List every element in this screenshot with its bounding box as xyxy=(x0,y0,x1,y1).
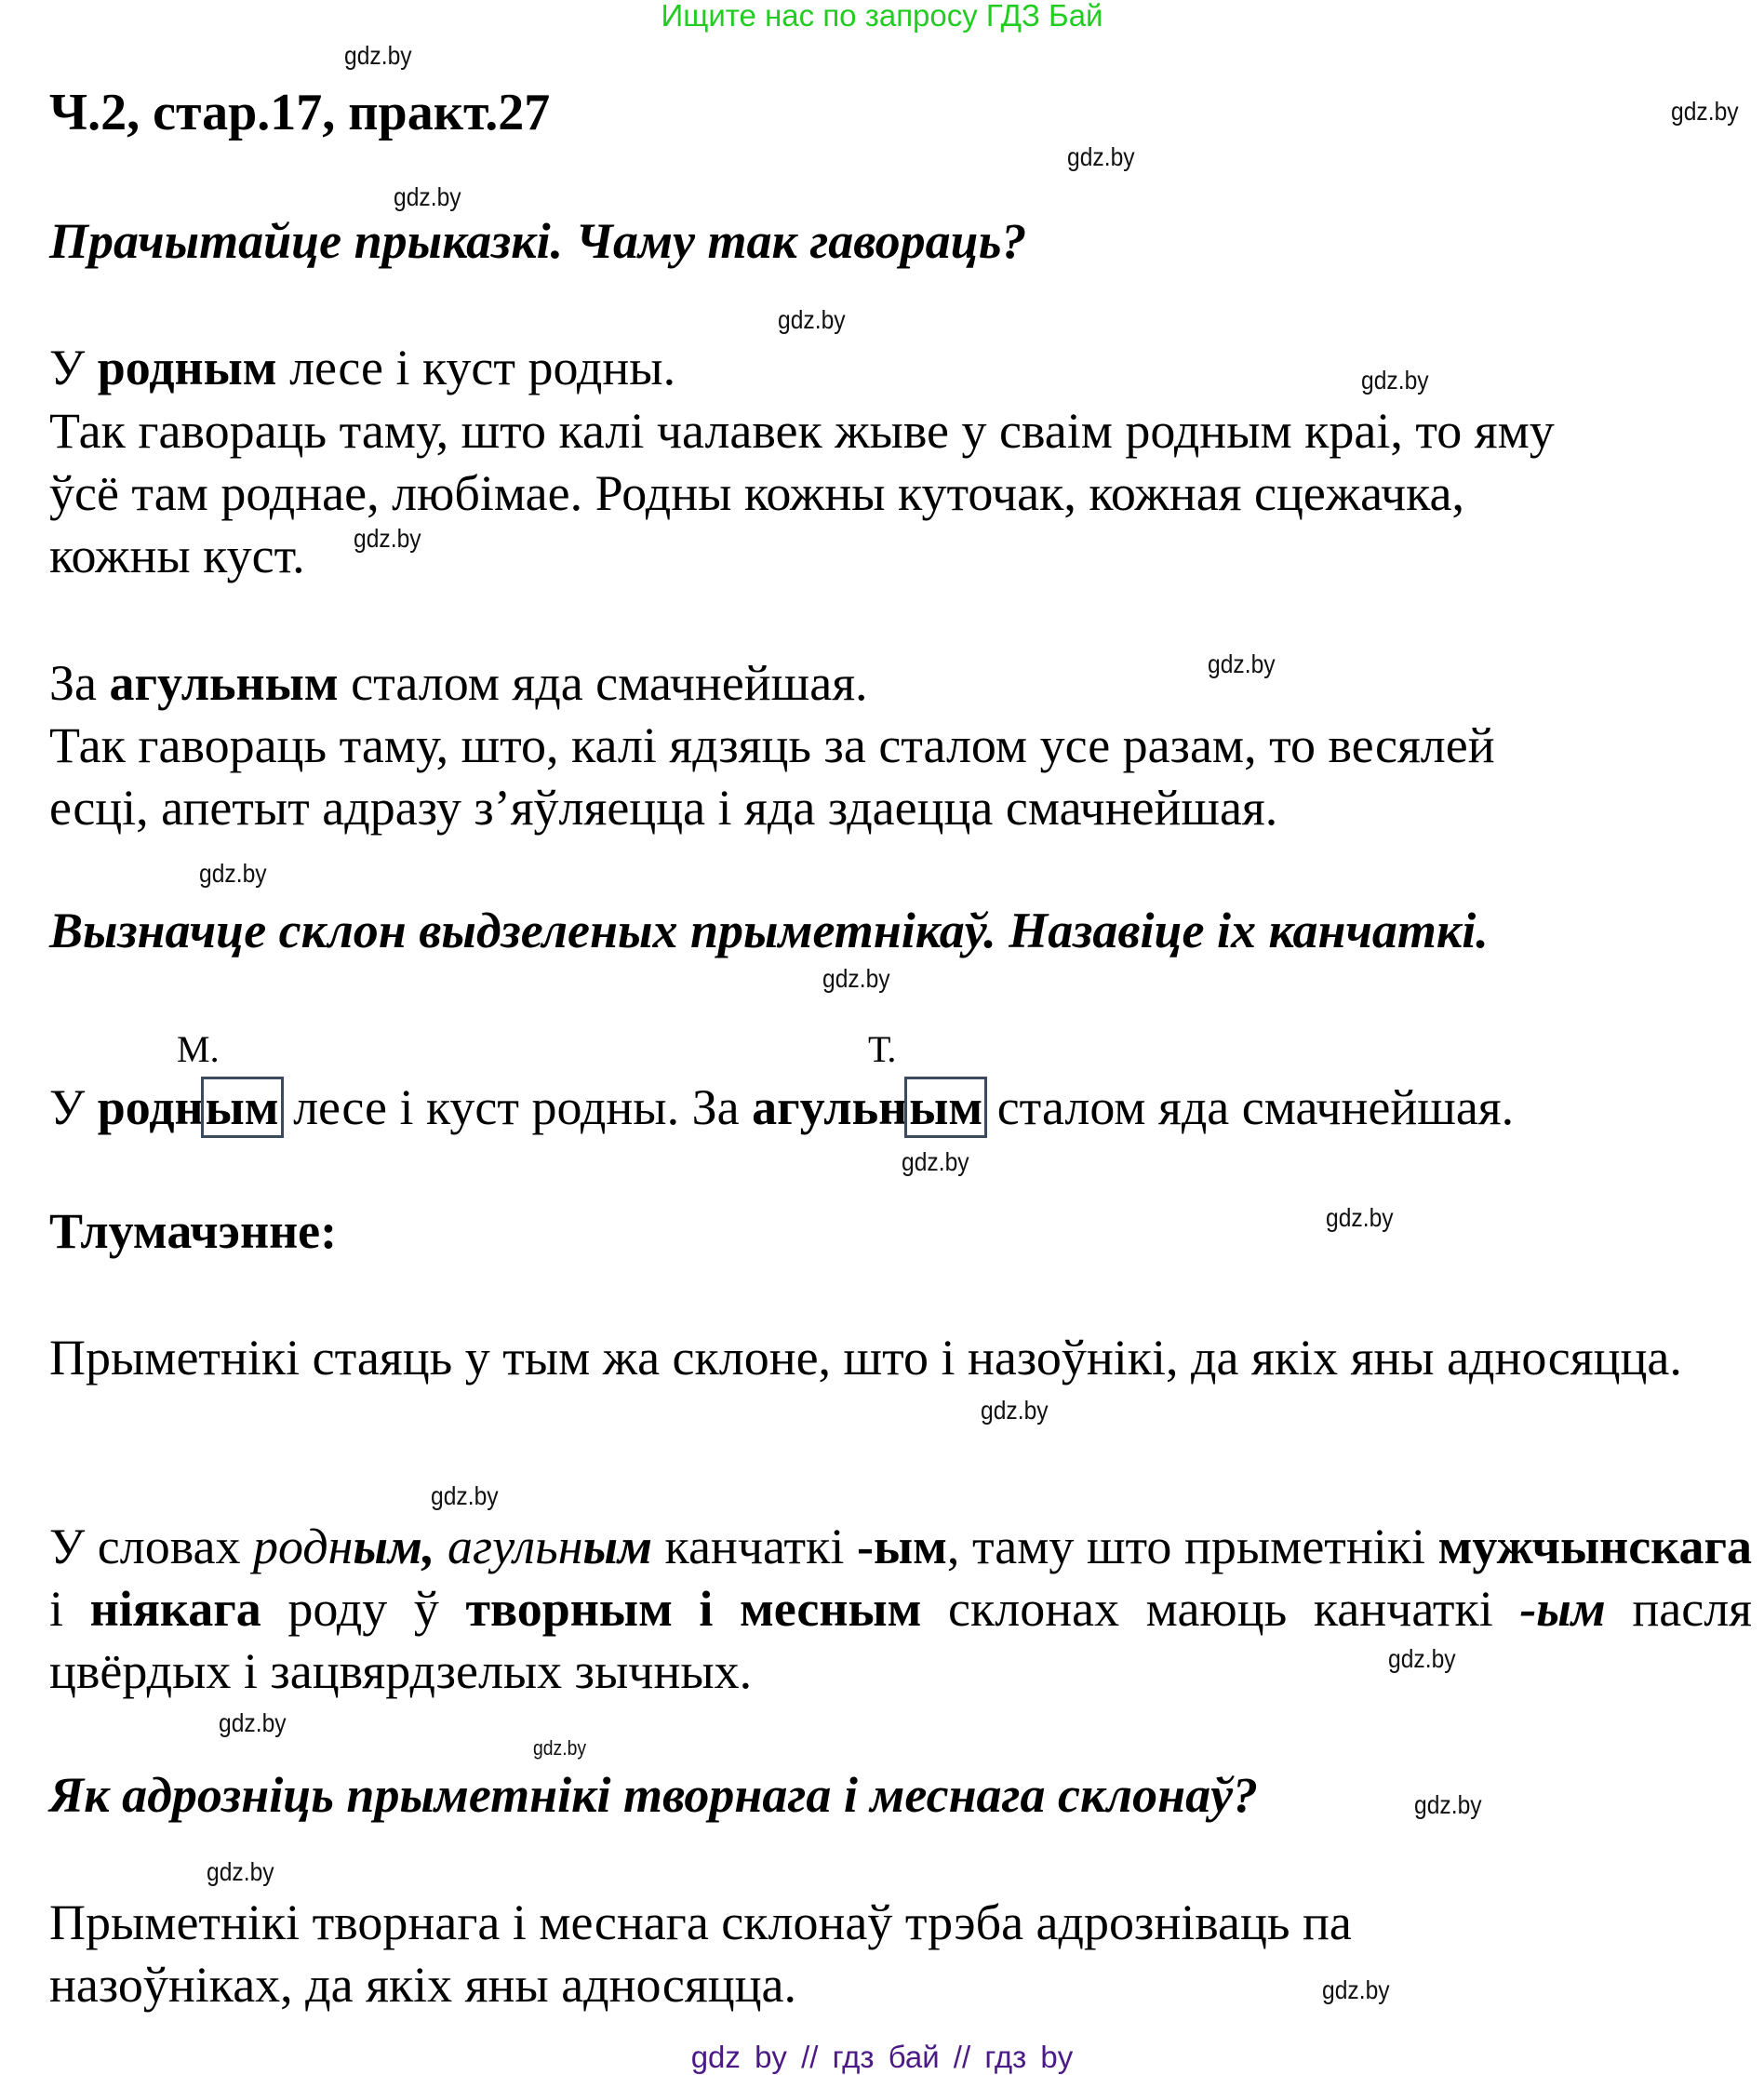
proverb-2 xyxy=(49,652,868,715)
text-segment: За xyxy=(49,655,110,711)
text-segment: склонах маюць канчаткі xyxy=(921,1581,1520,1637)
text-segment: лесе і куст родны. xyxy=(276,340,676,395)
text-segment: , таму што прыметнікі xyxy=(946,1519,1438,1574)
analysis-line xyxy=(49,1077,1514,1139)
explanation-1-line: ўсё там роднае, любімае. Родны кожны куточак, кожная сцежачка, xyxy=(49,465,1464,521)
explanation-1-line: Так гавораць таму, што калі чалавек жыве у сваім родным краі, то яму xyxy=(49,403,1555,459)
explanation-2-line: Так гавораць таму, што, калі ядзяць за сталом усе разам, то весялей xyxy=(49,717,1495,773)
explanation-heading: Тлумачэнне: xyxy=(49,1203,338,1259)
emphasized-text: творным і месным xyxy=(465,1581,922,1637)
explanation-1-line: кожны куст. xyxy=(49,528,305,583)
text-segment: сталом яда смачнейшая. xyxy=(338,655,868,711)
text-segment: пасля цвёрдых і зацвярдзелых зычных. xyxy=(49,1581,1752,1699)
watermark: gdz.by xyxy=(344,41,412,70)
text-segment: сталом яда смачнейшая. xyxy=(984,1079,1515,1135)
text-segment: канчаткі xyxy=(651,1519,857,1574)
emphasized-text: агульн xyxy=(448,1519,583,1574)
watermark: gdz.by xyxy=(1326,1203,1394,1232)
watermark: gdz.by xyxy=(394,182,461,211)
task-heading-3: Як адрозніць прыметнікі творнага і меснага склонаў? xyxy=(49,1767,1259,1823)
emphasized-text: родн xyxy=(97,1079,204,1135)
emphasized-text: ым, xyxy=(353,1519,435,1574)
emphasized-text: родн xyxy=(253,1519,354,1574)
emphasized-text: мужчынскага xyxy=(1437,1519,1753,1574)
watermark: gdz.by xyxy=(1322,1975,1390,2004)
watermark: gdz.by xyxy=(1208,649,1276,678)
watermark: gdz.by xyxy=(902,1147,969,1176)
emphasized-text: агульн xyxy=(752,1079,908,1135)
text-segment: і xyxy=(49,1581,90,1637)
text-segment xyxy=(434,1519,448,1574)
watermark: gdz.by xyxy=(431,1481,499,1510)
case-label-locative: М. xyxy=(177,1028,220,1070)
emphasized-text: -ым xyxy=(1519,1581,1606,1637)
watermark: gdz.by xyxy=(219,1708,287,1737)
highlighted-ending: ым xyxy=(909,1079,983,1135)
task-heading-1: Прачытайце прыказкі. Чаму так гавораць? xyxy=(49,213,1027,269)
watermark: gdz.by xyxy=(354,524,421,553)
case-label-instrumental: Т. xyxy=(868,1028,897,1070)
watermark: gdz.by xyxy=(1388,1644,1456,1673)
watermark: gdz.by xyxy=(1414,1790,1482,1819)
highlighted-ending: ым xyxy=(205,1079,279,1135)
emphasized-text: агульным xyxy=(109,655,339,711)
explanation-paragraph-1: Прыметнікі стаяць у тым жа склоне, што і назоўнікі, да якіх яны адносяцца. xyxy=(49,1330,1682,1386)
proverb-1 xyxy=(49,337,675,399)
emphasized-text: ніякага xyxy=(89,1581,261,1637)
emphasized-text: ым xyxy=(582,1519,652,1574)
text-segment: У xyxy=(49,1079,98,1135)
search-banner: Ищите нас по запросу ГДЗ Бай xyxy=(661,0,1103,33)
text-segment: У словах xyxy=(49,1519,254,1574)
watermark: gdz.by xyxy=(1067,142,1135,171)
watermark: gdz.by xyxy=(981,1396,1049,1425)
emphasized-text: родным xyxy=(97,340,277,395)
watermark: gdz.by xyxy=(822,964,890,993)
watermark: gdz.by xyxy=(533,1736,587,1760)
text-segment: У xyxy=(49,340,98,395)
answer-3-line: Прыметнікі творнага і меснага склонаў трэба адрозніваць па xyxy=(49,1894,1352,1950)
watermark: gdz.by xyxy=(199,859,267,888)
text-segment: роду ў xyxy=(261,1581,466,1637)
footer-links: gdz by // гдз бай // гдз by xyxy=(690,2040,1074,2074)
watermark: gdz.by xyxy=(1671,97,1739,126)
page-title: Ч.2, стар.17, практ.27 xyxy=(49,84,551,141)
watermark: gdz.by xyxy=(778,305,846,334)
emphasized-text: -ым xyxy=(856,1519,947,1574)
explanation-paragraph-2 xyxy=(49,1516,1752,1703)
answer-3-line: назоўніках, да якіх яны адносяцца. xyxy=(49,1957,796,2013)
watermark: gdz.by xyxy=(1361,366,1429,395)
watermark: gdz.by xyxy=(207,1857,274,1886)
text-segment: лесе і куст родны. За xyxy=(280,1079,753,1135)
task-heading-2: Вызначце склон выдзеленых прыметнікаў. Назавіце іх канчаткі. xyxy=(49,903,1489,958)
explanation-2-line: есці, апетыт адразу з’яўляецца і яда здаецца смачнейшая. xyxy=(49,780,1278,836)
